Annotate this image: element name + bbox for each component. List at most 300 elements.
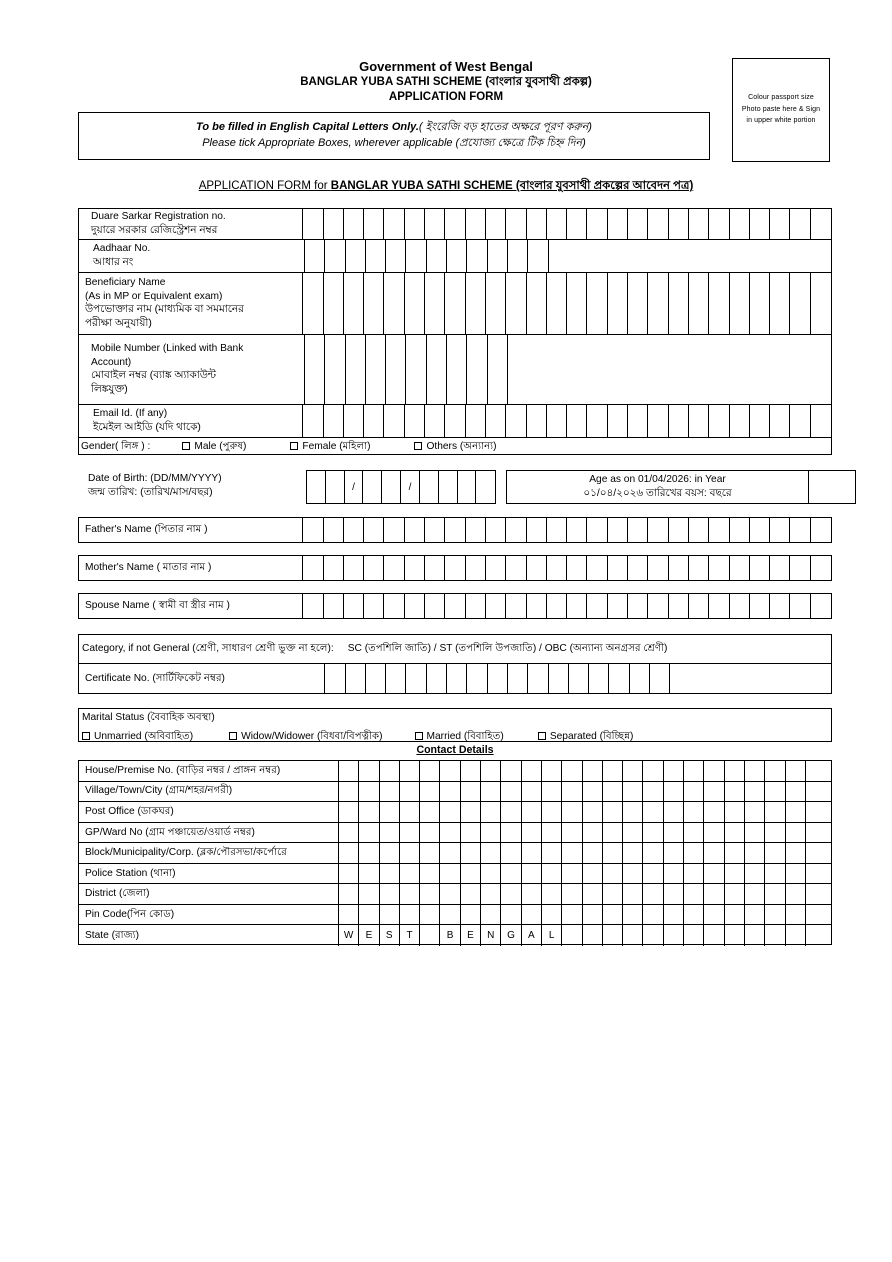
input-cell[interactable] [425, 273, 445, 334]
input-cell[interactable] [806, 884, 826, 904]
input-cell[interactable] [725, 823, 745, 843]
input-cell[interactable] [445, 273, 465, 334]
input-cell[interactable] [461, 843, 481, 863]
input-cell[interactable] [420, 884, 440, 904]
input-cell[interactable] [344, 594, 364, 618]
input-cell[interactable] [359, 864, 379, 884]
input-cell[interactable] [689, 594, 709, 618]
input-cell[interactable] [790, 556, 810, 580]
input-cell[interactable] [704, 864, 724, 884]
input-cell[interactable] [670, 664, 690, 693]
input-cell[interactable] [811, 594, 831, 618]
input-cell[interactable] [447, 335, 467, 404]
checkbox-icon-widow[interactable] [229, 732, 237, 740]
input-cell[interactable] [405, 273, 425, 334]
input-cell[interactable] [344, 405, 364, 437]
input-cell[interactable] [603, 905, 623, 925]
input-cell[interactable] [420, 905, 440, 925]
input-cell[interactable] [486, 594, 506, 618]
input-cell[interactable] [425, 556, 445, 580]
checkbox-icon-unmarried[interactable] [82, 732, 90, 740]
input-cell[interactable] [786, 905, 806, 925]
input-cell[interactable] [467, 335, 487, 404]
input-cell[interactable] [587, 405, 607, 437]
input-cell[interactable] [689, 518, 709, 542]
input-cell[interactable] [623, 905, 643, 925]
input-cell[interactable] [664, 884, 684, 904]
input-cell[interactable] [684, 761, 704, 781]
input-cell[interactable] [527, 556, 547, 580]
input-cell[interactable] [786, 823, 806, 843]
input-cell[interactable] [664, 823, 684, 843]
input-cell[interactable] [364, 273, 384, 334]
input-cell[interactable] [811, 273, 831, 334]
input-cell[interactable] [400, 802, 420, 822]
input-cell[interactable] [420, 823, 440, 843]
input-cell[interactable] [583, 823, 603, 843]
input-cell[interactable] [384, 209, 404, 239]
input-cell[interactable] [730, 405, 750, 437]
input-cell[interactable] [461, 905, 481, 925]
input-cell[interactable]: A [522, 925, 542, 946]
input-cell[interactable] [461, 782, 481, 802]
input-cell[interactable] [567, 405, 587, 437]
input-cell[interactable] [400, 864, 420, 884]
input-cell[interactable] [603, 802, 623, 822]
input-cell[interactable] [704, 905, 724, 925]
input-cell[interactable] [704, 843, 724, 863]
input-cell[interactable] [623, 802, 643, 822]
input-cell[interactable] [628, 209, 648, 239]
input-cell[interactable] [527, 518, 547, 542]
category-options[interactable]: SC (তপশিলি জাতি) / ST (তপশিলি উপজাতি) / OBC (অন্যান্য অনগ্রসর শ্রেণী) [347, 642, 668, 654]
input-cell[interactable] [542, 864, 562, 884]
input-cell[interactable] [506, 518, 526, 542]
input-cell[interactable] [608, 209, 628, 239]
input-cell[interactable] [567, 594, 587, 618]
input-cell[interactable] [359, 761, 379, 781]
input-cell[interactable] [420, 864, 440, 884]
input-cell[interactable] [704, 884, 724, 904]
input-cell[interactable] [528, 240, 548, 272]
input-cell[interactable] [486, 209, 506, 239]
input-cell[interactable] [786, 884, 806, 904]
input-cell[interactable] [466, 518, 486, 542]
input-cell[interactable] [623, 884, 643, 904]
input-cell[interactable] [380, 864, 400, 884]
input-cell[interactable] [648, 594, 668, 618]
input-cell[interactable] [689, 405, 709, 437]
input-cell[interactable] [587, 556, 607, 580]
input-cell[interactable] [643, 761, 663, 781]
input-cell[interactable] [427, 664, 447, 693]
input-cell[interactable] [528, 664, 548, 693]
input-cell[interactable] [786, 782, 806, 802]
input-cell[interactable] [587, 273, 607, 334]
input-cell[interactable] [325, 664, 345, 693]
input-cell[interactable] [359, 802, 379, 822]
input-cell[interactable] [664, 802, 684, 822]
input-cell[interactable] [664, 905, 684, 925]
input-cell[interactable] [750, 209, 770, 239]
input-cell[interactable] [420, 782, 440, 802]
input-cell[interactable]: L [542, 925, 562, 946]
contact-row-boxes[interactable] [339, 823, 831, 843]
input-cell[interactable] [488, 335, 508, 404]
input-cell[interactable] [384, 273, 404, 334]
input-cell[interactable] [725, 905, 745, 925]
input-cell[interactable] [380, 843, 400, 863]
input-cell[interactable] [745, 905, 765, 925]
input-cell[interactable] [684, 843, 704, 863]
input-cell[interactable] [643, 823, 663, 843]
input-cell[interactable] [770, 518, 790, 542]
input-cell[interactable] [806, 761, 826, 781]
input-cell[interactable] [339, 782, 359, 802]
input-cell[interactable] [765, 925, 785, 946]
input-cell[interactable] [400, 782, 420, 802]
input-cell[interactable] [623, 761, 643, 781]
input-cell[interactable] [522, 761, 542, 781]
input-cell[interactable] [648, 273, 668, 334]
input-cell[interactable] [770, 594, 790, 618]
input-cell[interactable] [386, 664, 406, 693]
input-cell[interactable] [366, 335, 386, 404]
input-cell[interactable] [420, 925, 440, 946]
input-cell[interactable] [730, 594, 750, 618]
input-cell[interactable]: T [400, 925, 420, 946]
input-cell[interactable] [303, 209, 323, 239]
input-cell[interactable] [440, 905, 460, 925]
input-cell[interactable] [425, 209, 445, 239]
input-cell[interactable] [501, 864, 521, 884]
dob-input-cell[interactable] [326, 471, 345, 503]
input-cell[interactable] [440, 782, 460, 802]
input-cell[interactable] [405, 405, 425, 437]
input-cell[interactable] [765, 905, 785, 925]
input-cell[interactable] [765, 802, 785, 822]
input-cell[interactable] [643, 925, 663, 946]
input-cell[interactable] [811, 556, 831, 580]
input-cell[interactable] [770, 273, 790, 334]
input-cell[interactable] [745, 884, 765, 904]
input-cell[interactable] [359, 843, 379, 863]
input-cell[interactable] [562, 782, 582, 802]
input-cell[interactable] [786, 843, 806, 863]
fathers-name-boxes[interactable] [303, 518, 831, 542]
input-cell[interactable] [547, 273, 567, 334]
input-cell[interactable] [730, 209, 750, 239]
input-cell[interactable] [623, 782, 643, 802]
input-cell[interactable] [709, 594, 729, 618]
input-cell[interactable] [684, 864, 704, 884]
input-cell[interactable] [440, 884, 460, 904]
dob-input-cell[interactable] [382, 471, 401, 503]
input-cell[interactable] [567, 273, 587, 334]
input-cell[interactable] [324, 594, 344, 618]
input-cell[interactable] [427, 335, 447, 404]
input-cell[interactable] [648, 518, 668, 542]
gender-option-others[interactable] [414, 439, 496, 456]
input-cell[interactable] [790, 405, 810, 437]
input-cell[interactable] [305, 240, 325, 272]
input-cell[interactable] [339, 843, 359, 863]
dob-input-cell[interactable] [458, 471, 477, 503]
input-cell[interactable] [765, 864, 785, 884]
input-cell[interactable] [542, 782, 562, 802]
input-cell[interactable] [384, 405, 404, 437]
input-cell[interactable] [324, 273, 344, 334]
input-cell[interactable] [587, 594, 607, 618]
input-cell[interactable] [339, 905, 359, 925]
input-cell[interactable] [608, 518, 628, 542]
input-cell[interactable] [623, 864, 643, 884]
input-cell[interactable] [664, 925, 684, 946]
input-cell[interactable] [339, 761, 359, 781]
input-cell[interactable] [583, 761, 603, 781]
input-cell[interactable] [567, 556, 587, 580]
input-cell[interactable] [730, 273, 750, 334]
input-cell[interactable] [709, 405, 729, 437]
input-cell[interactable] [806, 925, 826, 946]
input-cell[interactable] [440, 823, 460, 843]
input-cell[interactable] [344, 273, 364, 334]
input-cell[interactable] [567, 209, 587, 239]
dob-input-cell[interactable] [307, 471, 326, 503]
input-cell[interactable] [562, 761, 582, 781]
input-cell[interactable] [303, 273, 323, 334]
input-cell[interactable] [725, 925, 745, 946]
dob-input-cell[interactable] [363, 471, 382, 503]
input-cell[interactable] [542, 802, 562, 822]
input-cell[interactable] [481, 782, 501, 802]
input-cell[interactable] [569, 664, 589, 693]
input-cell[interactable] [440, 864, 460, 884]
input-cell[interactable] [770, 556, 790, 580]
beneficiary-name-boxes[interactable] [303, 273, 831, 334]
input-cell[interactable] [603, 761, 623, 781]
input-cell[interactable] [770, 405, 790, 437]
input-cell[interactable] [806, 802, 826, 822]
input-cell[interactable] [364, 405, 384, 437]
input-cell[interactable] [522, 823, 542, 843]
input-cell[interactable] [811, 405, 831, 437]
input-cell[interactable] [704, 761, 724, 781]
input-cell[interactable] [643, 884, 663, 904]
input-cell[interactable] [359, 782, 379, 802]
input-cell[interactable] [806, 905, 826, 925]
input-cell[interactable] [325, 335, 345, 404]
checkbox-icon-female[interactable] [290, 442, 298, 450]
input-cell[interactable] [359, 884, 379, 904]
input-cell[interactable] [522, 782, 542, 802]
input-cell[interactable] [339, 864, 359, 884]
input-cell[interactable] [603, 782, 623, 802]
input-cell[interactable] [628, 518, 648, 542]
input-cell[interactable] [704, 782, 724, 802]
email-boxes[interactable] [303, 405, 831, 437]
input-cell[interactable] [386, 335, 406, 404]
input-cell[interactable] [501, 802, 521, 822]
input-cell[interactable] [603, 925, 623, 946]
input-cell[interactable] [725, 864, 745, 884]
input-cell[interactable] [481, 905, 501, 925]
input-cell[interactable] [704, 925, 724, 946]
input-cell[interactable] [506, 209, 526, 239]
input-cell[interactable] [420, 802, 440, 822]
input-cell[interactable] [542, 761, 562, 781]
input-cell[interactable] [669, 405, 689, 437]
input-cell[interactable] [628, 594, 648, 618]
input-cell[interactable] [562, 864, 582, 884]
input-cell[interactable]: B [440, 925, 460, 946]
contact-row-boxes[interactable] [339, 761, 831, 781]
input-cell[interactable] [406, 664, 426, 693]
input-cell[interactable]: E [461, 925, 481, 946]
input-cell[interactable] [603, 823, 623, 843]
input-cell[interactable] [406, 240, 426, 272]
input-cell[interactable] [400, 761, 420, 781]
input-cell[interactable] [583, 925, 603, 946]
input-cell[interactable] [346, 664, 366, 693]
dob-input-cell[interactable] [476, 471, 495, 503]
input-cell[interactable] [366, 240, 386, 272]
input-cell[interactable] [608, 405, 628, 437]
input-cell[interactable] [405, 556, 425, 580]
contact-row-boxes[interactable] [339, 843, 831, 863]
input-cell[interactable] [750, 518, 770, 542]
contact-row-boxes[interactable] [339, 864, 831, 884]
certificate-boxes[interactable] [305, 664, 691, 693]
input-cell[interactable] [467, 664, 487, 693]
input-cell[interactable] [481, 802, 501, 822]
input-cell[interactable] [440, 843, 460, 863]
input-cell[interactable] [684, 823, 704, 843]
gender-option-female[interactable] [290, 439, 370, 456]
input-cell[interactable] [648, 405, 668, 437]
input-cell[interactable] [786, 864, 806, 884]
input-cell[interactable] [583, 802, 603, 822]
input-cell[interactable] [684, 802, 704, 822]
input-cell[interactable] [364, 556, 384, 580]
input-cell[interactable] [684, 905, 704, 925]
input-cell[interactable] [339, 884, 359, 904]
input-cell[interactable] [630, 664, 650, 693]
input-cell[interactable] [623, 843, 643, 863]
input-cell[interactable] [427, 240, 447, 272]
input-cell[interactable] [589, 664, 609, 693]
input-cell[interactable] [364, 518, 384, 542]
input-cell[interactable] [709, 273, 729, 334]
input-cell[interactable] [461, 823, 481, 843]
input-cell[interactable] [603, 884, 623, 904]
input-cell[interactable] [669, 594, 689, 618]
input-cell[interactable] [790, 209, 810, 239]
input-cell[interactable] [522, 864, 542, 884]
input-cell[interactable] [461, 761, 481, 781]
mobile-number-boxes[interactable] [305, 335, 831, 404]
input-cell[interactable] [305, 335, 325, 404]
input-cell[interactable] [506, 273, 526, 334]
input-cell[interactable] [704, 823, 724, 843]
input-cell[interactable] [425, 405, 445, 437]
input-cell[interactable] [303, 405, 323, 437]
input-cell[interactable] [542, 843, 562, 863]
input-cell[interactable] [527, 405, 547, 437]
input-cell[interactable] [547, 405, 567, 437]
age-value-box[interactable] [809, 471, 855, 503]
input-cell[interactable] [750, 405, 770, 437]
input-cell[interactable] [664, 761, 684, 781]
input-cell[interactable] [745, 782, 765, 802]
input-cell[interactable] [481, 761, 501, 781]
input-cell[interactable] [344, 556, 364, 580]
input-cell[interactable] [481, 823, 501, 843]
input-cell[interactable] [420, 761, 440, 781]
input-cell[interactable] [447, 240, 467, 272]
input-cell[interactable] [562, 823, 582, 843]
input-cell[interactable] [488, 240, 508, 272]
input-cell[interactable] [770, 209, 790, 239]
input-cell[interactable] [562, 925, 582, 946]
input-cell[interactable] [324, 405, 344, 437]
input-cell[interactable] [725, 782, 745, 802]
input-cell[interactable] [501, 884, 521, 904]
input-cell[interactable] [603, 864, 623, 884]
input-cell[interactable] [725, 802, 745, 822]
input-cell[interactable] [400, 843, 420, 863]
input-cell[interactable] [501, 782, 521, 802]
input-cell[interactable] [506, 405, 526, 437]
dob-input-cell[interactable] [420, 471, 439, 503]
input-cell[interactable] [359, 905, 379, 925]
input-cell[interactable] [461, 802, 481, 822]
input-cell[interactable] [648, 209, 668, 239]
input-cell[interactable] [669, 556, 689, 580]
input-cell[interactable] [527, 273, 547, 334]
input-cell[interactable] [608, 273, 628, 334]
input-cell[interactable] [664, 782, 684, 802]
contact-row-boxes[interactable] [339, 905, 831, 925]
input-cell[interactable] [380, 823, 400, 843]
input-cell[interactable] [303, 594, 323, 618]
input-cell[interactable] [501, 823, 521, 843]
input-cell[interactable] [547, 518, 567, 542]
dob-input-cell[interactable] [439, 471, 458, 503]
input-cell[interactable] [811, 518, 831, 542]
contact-row-boxes[interactable] [339, 782, 831, 802]
input-cell[interactable] [527, 209, 547, 239]
input-cell[interactable] [405, 518, 425, 542]
input-cell[interactable] [790, 273, 810, 334]
input-cell[interactable] [364, 594, 384, 618]
input-cell[interactable] [324, 518, 344, 542]
input-cell[interactable] [364, 209, 384, 239]
input-cell[interactable] [750, 556, 770, 580]
input-cell[interactable] [486, 518, 506, 542]
input-cell[interactable] [786, 761, 806, 781]
input-cell[interactable] [425, 594, 445, 618]
input-cell[interactable] [562, 905, 582, 925]
input-cell[interactable] [380, 884, 400, 904]
input-cell[interactable] [406, 335, 426, 404]
input-cell[interactable] [583, 884, 603, 904]
input-cell[interactable] [305, 664, 325, 693]
input-cell[interactable] [786, 802, 806, 822]
input-cell[interactable] [506, 594, 526, 618]
input-cell[interactable] [380, 782, 400, 802]
input-cell[interactable] [461, 884, 481, 904]
